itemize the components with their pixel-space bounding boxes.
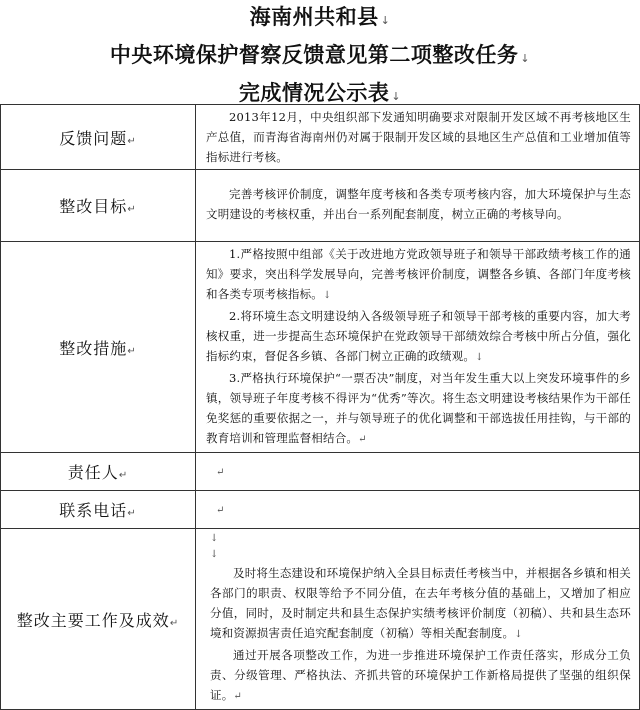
label-measures: 整改措施↵ bbox=[1, 242, 196, 453]
results-paragraph: 通过开展各项整改工作，为进一步推进环境保护工作责任落实，形成分工负责、分级管理、严格执法、齐抓共管的环境保护工作新格局提供了坚强的组织保证。↵ bbox=[210, 648, 631, 702]
cell-results bbox=[196, 529, 640, 710]
measure-item: 2.将环境生态文明建设纳入各级领导班子和领导干部考核的重要内容，加大考核权重，进一步提高生态环境保护在党政领导干部绩效综合考核中所占分值，强化指标约束，督促各乡镇、各部门树立正确的政绩观。↓ bbox=[206, 309, 631, 363]
title-line-1: 海南州共和县 ↓ bbox=[249, 5, 391, 29]
measure-item: 1.严格按照中组部《关于改进地方党政领导班子和领导干部政绩考核工作的通知》要求，突出科学发展导向，完善考核评价制度，调整各乡镇、各部门年度考核和各类专项考核指标。↓ bbox=[206, 247, 631, 301]
cell-feedback bbox=[196, 105, 640, 170]
results-paragraph: 及时将生态建设和环境保护纳入全县目标责任考核当中，并根据各乡镇和相关各部门的职责、权限等给予不同分值，在去年考核分值的基础上，又增加了相应分值，同时，及时制定共和县生态保护实绩考核评价制度（初稿）、共和县生态环境和资源损害责任追究配套制度（初稿）等相关配套制度。↓ bbox=[210, 566, 631, 640]
label-responsible: 责任人↵ bbox=[1, 453, 196, 491]
label-feedback: 反馈问题↵ bbox=[1, 105, 196, 170]
label-results: 整改主要工作及成效↵ bbox=[1, 529, 196, 710]
row-feedback bbox=[1, 105, 640, 170]
rectification-table bbox=[0, 104, 640, 710]
title-block bbox=[0, 0, 640, 104]
measure-item: 3.严格执行环境保护“一票否决”制度，对当年发生重大以上突发环境事件的乡镇，领导班子年度考核不得评为“优秀”等次。将生态文明建设考核结果作为干部任免奖惩的重要依据之一，并与领导班子的优化调整和干部选拔任用挂钩，与干部的教育培训和管理监督相结合。↵ bbox=[206, 371, 631, 445]
cell-goal bbox=[196, 170, 640, 242]
row-phone bbox=[1, 491, 640, 529]
paragraph-mark: ↓ bbox=[391, 90, 402, 103]
empty-paragraph-mark: ↓ bbox=[210, 549, 219, 560]
feedback-text: 2013年12月，中央组织部下发通知明确要求对限制开发区域不再考核地区生产总值，而青海省海南州仍对属于限制开发区域的县地区生产总值和工业增加值等指标进行考核。 bbox=[206, 110, 631, 164]
goal-text: 完善考核评价制度，调整年度考核和各类专项考核内容，加大环境保护与生态文明建设的考核权重，并出台一系列配套制度，树立正确的考核导向。 bbox=[206, 187, 631, 221]
paragraph-mark: ↓ bbox=[520, 52, 531, 65]
row-responsible bbox=[1, 453, 640, 491]
paragraph-mark: ↓ bbox=[380, 14, 391, 27]
row-goal bbox=[1, 170, 640, 242]
row-measures bbox=[1, 242, 640, 453]
title-line-2: 中央环境保护督察反馈意见第二项整改任务 ↓ bbox=[109, 43, 531, 67]
cell-phone: ↵ bbox=[196, 491, 640, 529]
empty-paragraph-mark: ↓ bbox=[210, 533, 219, 544]
label-goal: 整改目标↵ bbox=[1, 170, 196, 242]
row-results bbox=[1, 529, 640, 710]
title-line-3: 完成情况公示表 ↓ bbox=[238, 81, 402, 105]
cell-responsible: ↵ bbox=[196, 453, 640, 491]
label-phone: 联系电话↵ bbox=[1, 491, 196, 529]
cell-measures bbox=[196, 242, 640, 453]
